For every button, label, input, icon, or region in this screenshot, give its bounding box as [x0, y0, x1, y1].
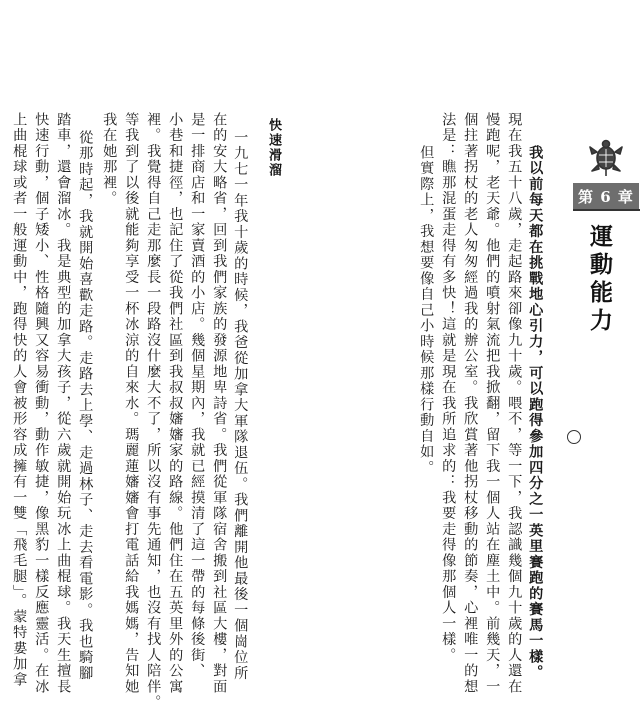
- text-column-5: 法是：瞧那混蛋走得有多快！這就是現在我所追求的：我要走得像那個人一樣。: [440, 112, 457, 664]
- text-column-4: 個拄著拐杖的老人匆匆經過我的辦公室。我欣賞著他拐杖移動的節奏，心裡唯一的想: [462, 112, 479, 695]
- turtle-icon: [586, 136, 626, 180]
- chapter-divider: [573, 209, 640, 211]
- text-column-15: 踏車，還會溜冰。我是典型的加拿大孩子，從六歲就開始玩冰上曲棍球。我天生擅長: [55, 112, 72, 695]
- text-column-6: 但實際上，我想要像自己小時候那樣行動自如。: [418, 145, 435, 476]
- text-column-9: 是一排商店和一家賣酒的小店。幾個星期內，我就已經摸清了這一帶的每條後街、: [189, 112, 206, 679]
- text-column-13: 我在她那裡。: [101, 112, 118, 207]
- text-column-8: 在的安大略省，回到我們家族的發源地卑詩省。我們從軍隊宿舍搬到社區大樓，對面: [211, 112, 228, 695]
- chapter-label: 第 6 章: [573, 183, 639, 209]
- text-column-12: 等我到了以後就能夠享受一杯冰涼的自來水。瑪麗蓮嬸嬸會打電話給我媽媽，告知她: [123, 112, 140, 695]
- chapter-title: 運動能力: [586, 224, 612, 336]
- text-column-17: 上曲棍球或者一般運動中，跑得快的人會被形容成擁有一雙「飛毛腿」。蒙特婁加拿: [11, 112, 28, 688]
- text-column-10: 小巷和捷徑，也記住了從我們社區到我叔叔嬸嬸家的路線。他們住在五英里外的公寓: [167, 112, 184, 695]
- text-column-7: 一九七一年我十歲的時候，我爸從加拿大軍隊退伍。我們離開他最後一個崗位所: [232, 130, 249, 682]
- text-column-1: 我以前每天都在挑戰地心引力，可以跑得參加四分之一英里賽跑的賽馬一樣。: [527, 145, 544, 681]
- decorative-circle: [567, 430, 581, 444]
- text-column-16: 快速行動，個子矮小、性格隨興又容易衝動，動作敏捷，像黑豹一樣反應靈活。在冰: [33, 112, 50, 695]
- text-column-3: 慢跑呢，老天爺。他們的噴射氣流把我掀翻，留下我一個人站在塵土中。前幾天，一: [484, 112, 501, 695]
- section-heading: 快速滑溜: [266, 118, 281, 178]
- text-column-14: 從那時起，我就開始喜歡走路。走路去上學、走過林子、走去看電影。我也騎腳: [77, 130, 94, 682]
- text-column-11: 裡。我覺得自己走那麼長一段路沒什麼大不了，所以沒有事先通知，也沒有找人陪伴。: [145, 112, 162, 711]
- text-column-2: 現在我五十八歲，走起路來卻像九十歲。喂不，等一下，我認識幾個九十歲的人還在: [506, 112, 523, 695]
